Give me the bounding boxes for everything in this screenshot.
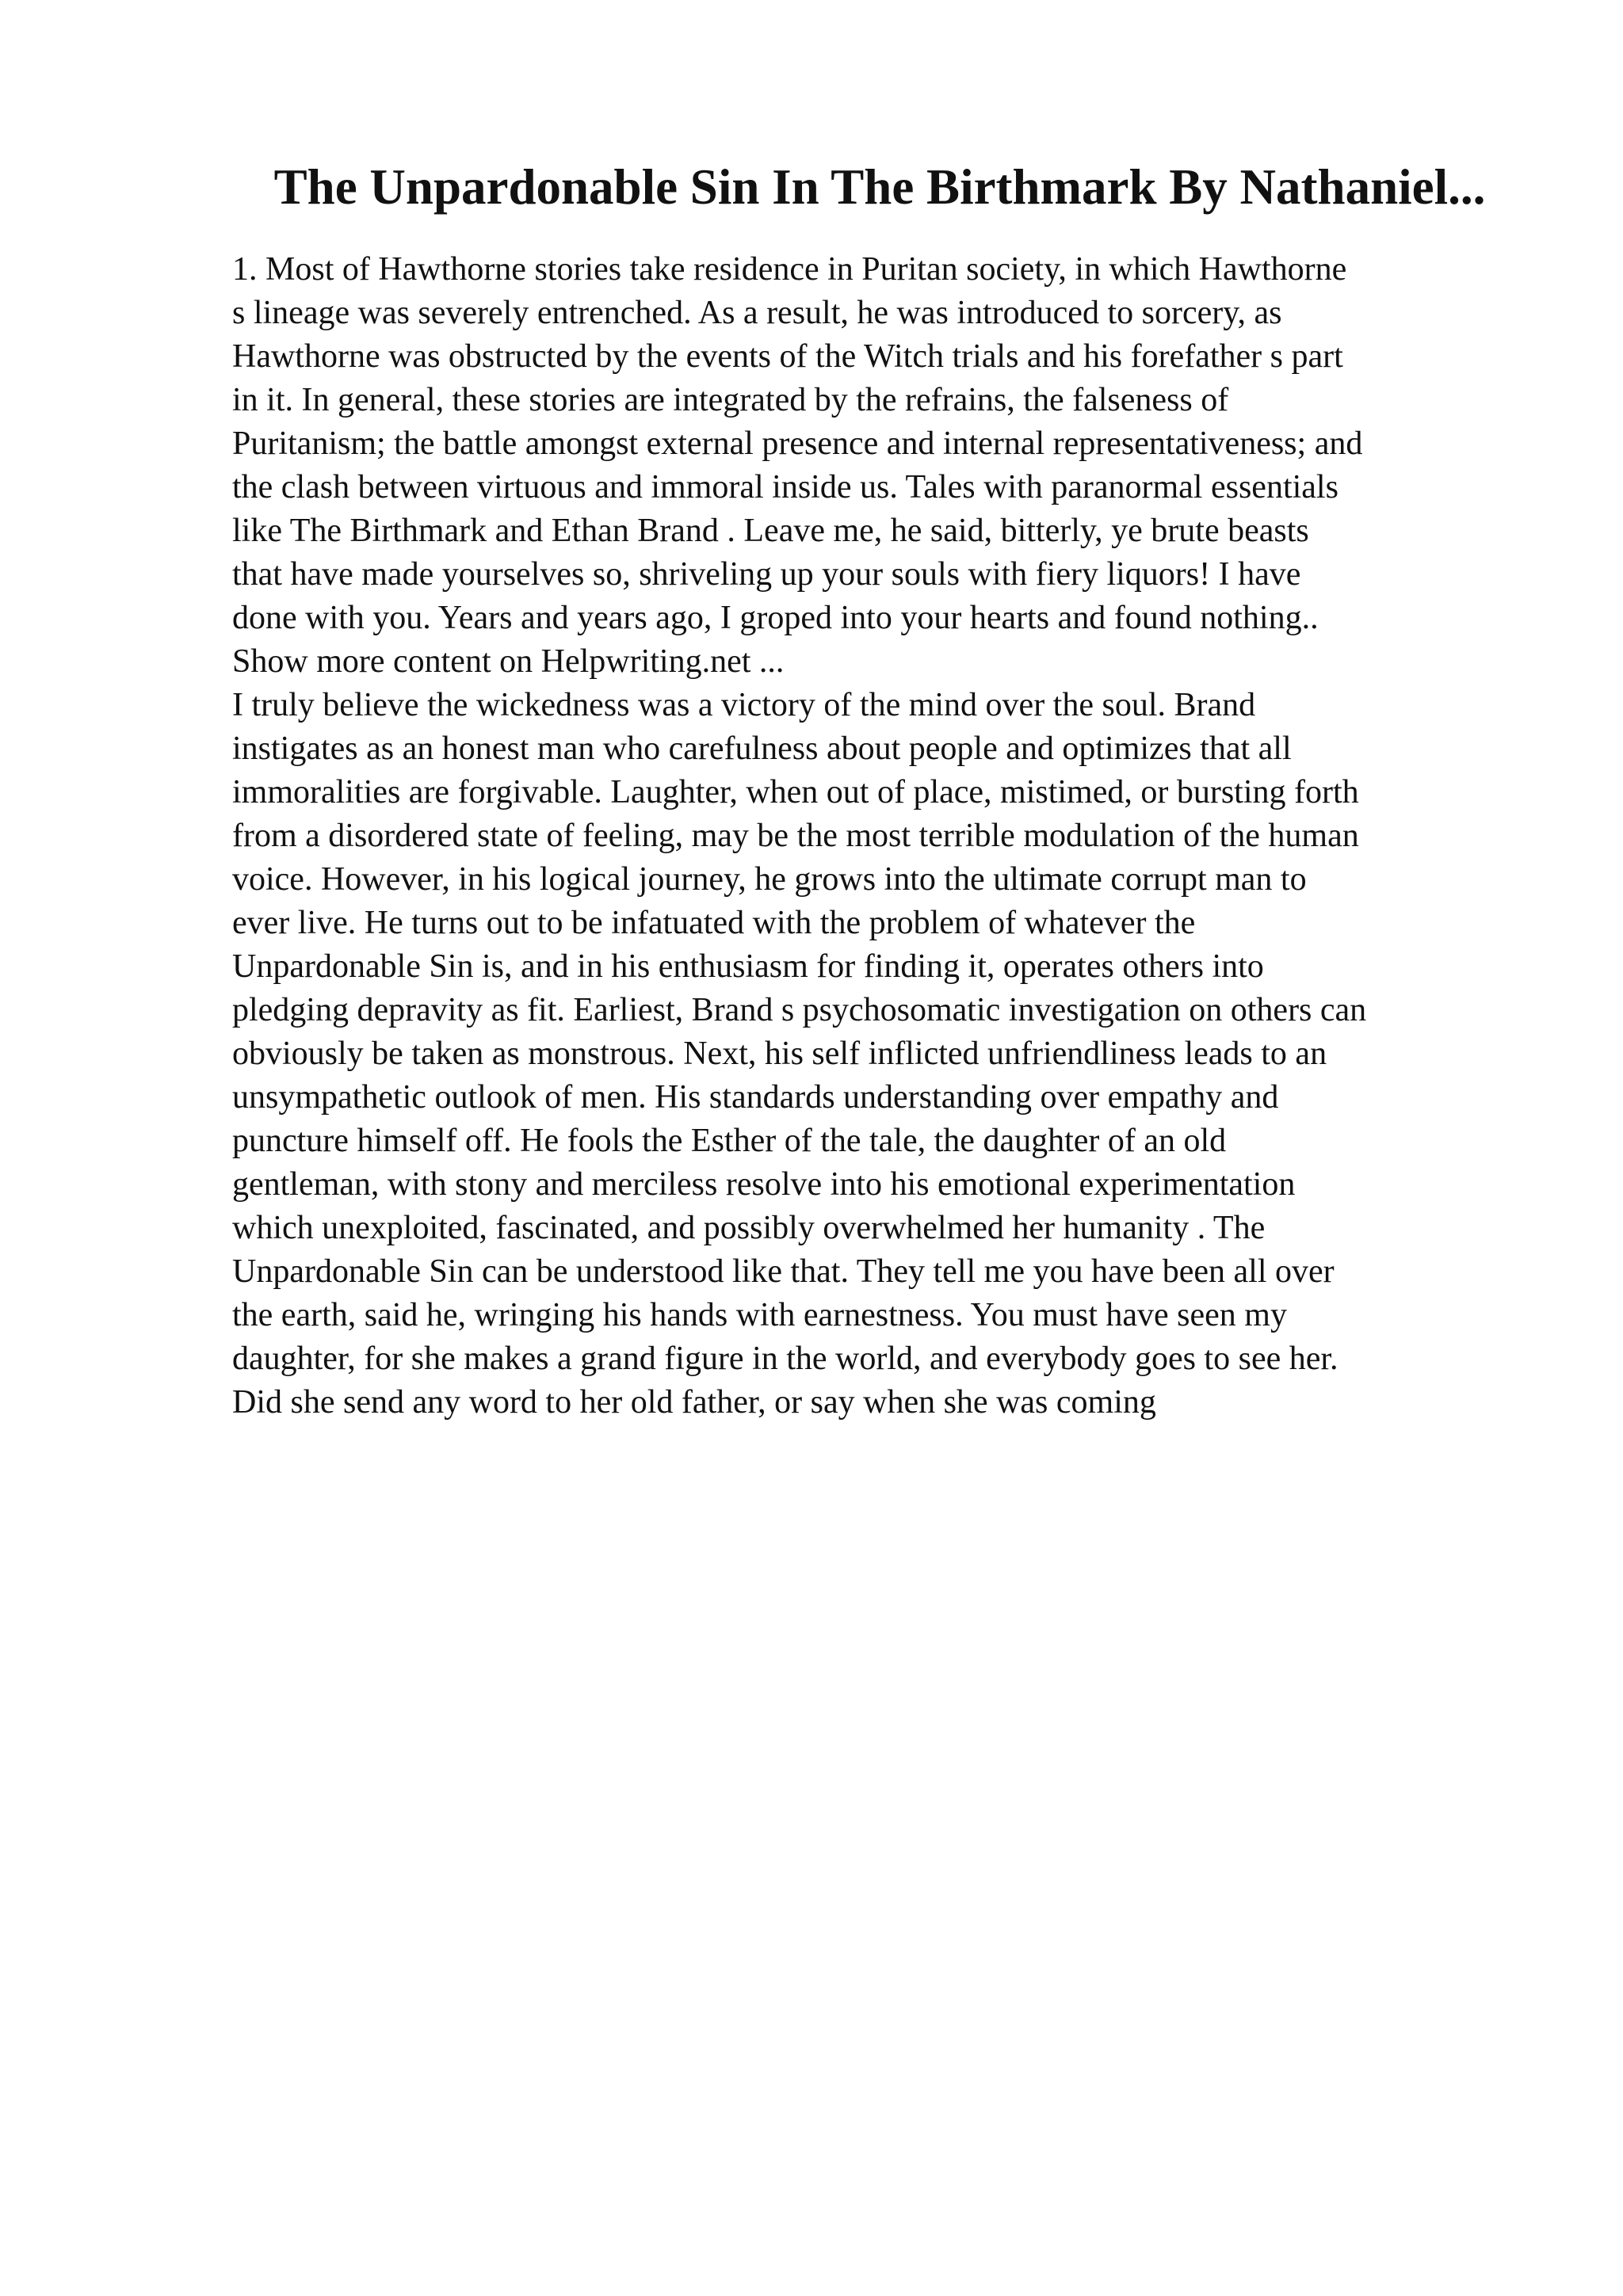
body-line: Did she send any word to her old father, or say when she was coming <box>232 1384 1156 1421</box>
body-line: like The Birthmark and Ethan Brand . Leave me, he said, bitterly, ye brute beasts <box>232 513 1309 549</box>
body-line: Hawthorne was obstructed by the events of the Witch trials and his forefather s part <box>232 338 1343 375</box>
body-line: voice. However, in his logical journey, he grows into the ultimate corrupt man to <box>232 861 1307 898</box>
body-line: instigates as an honest man who carefulness about people and optimizes that all <box>232 730 1292 767</box>
body-line: from a disordered state of feeling, may be the most terrible modulation of the human <box>232 818 1359 854</box>
body-line: which unexploited, fascinated, and possibly overwhelmed her humanity . The <box>232 1210 1266 1246</box>
body-line: done with you. Years and years ago, I groped into your hearts and found nothing.. <box>232 600 1319 636</box>
body-line: the earth, said he, wringing his hands with earnestness. You must have seen my <box>232 1297 1287 1333</box>
body-line: that have made yourselves so, shriveling up your souls with fiery liquors! I have <box>232 556 1301 593</box>
body-line: s lineage was severely entrenched. As a result, he was introduced to sorcery, as <box>232 295 1282 331</box>
body-line: immoralities are forgivable. Laughter, when out of place, mistimed, or bursting forth <box>232 774 1359 810</box>
document-body <box>232 248 1532 1425</box>
body-line: daughter, for she makes a grand figure in the world, and everybody goes to see her. <box>232 1341 1338 1377</box>
show-more-link[interactable]: Show more content on Helpwriting.net ... <box>232 643 785 680</box>
body-line: Unpardonable Sin can be understood like that. They tell me you have been all over <box>232 1253 1335 1290</box>
body-line: ever live. He turns out to be infatuated with the problem of whatever the <box>232 905 1196 941</box>
body-line: unsympathetic outlook of men. His standards understanding over empathy and <box>232 1079 1279 1116</box>
body-line: 1. Most of Hawthorne stories take residence in Puritan society, in which Hawthorne <box>232 251 1347 288</box>
body-line: obviously be taken as monstrous. Next, his self inflicted unfriendliness leads to an <box>232 1035 1327 1072</box>
body-line: I truly believe the wickedness was a victory of the mind over the soul. Brand <box>232 687 1256 723</box>
document-title: The Unpardonable Sin In The Birthmark By Nathaniel... <box>273 159 1486 215</box>
body-line: pledging depravity as fit. Earliest, Brand s psychosomatic investigation on others can <box>232 992 1367 1028</box>
body-line: Unpardonable Sin is, and in his enthusiasm for finding it, operates others into <box>232 948 1264 985</box>
body-line: puncture himself off. He fools the Esther of the tale, the daughter of an old <box>232 1123 1227 1159</box>
body-line: the clash between virtuous and immoral inside us. Tales with paranormal essentials <box>232 469 1338 505</box>
body-line: in it. In general, these stories are integrated by the refrains, the falseness of <box>232 382 1229 418</box>
body-line: gentleman, with stony and merciless resolve into his emotional experimentation <box>232 1166 1296 1203</box>
body-line: Puritanism; the battle amongst external presence and internal representativeness; and <box>232 425 1363 462</box>
